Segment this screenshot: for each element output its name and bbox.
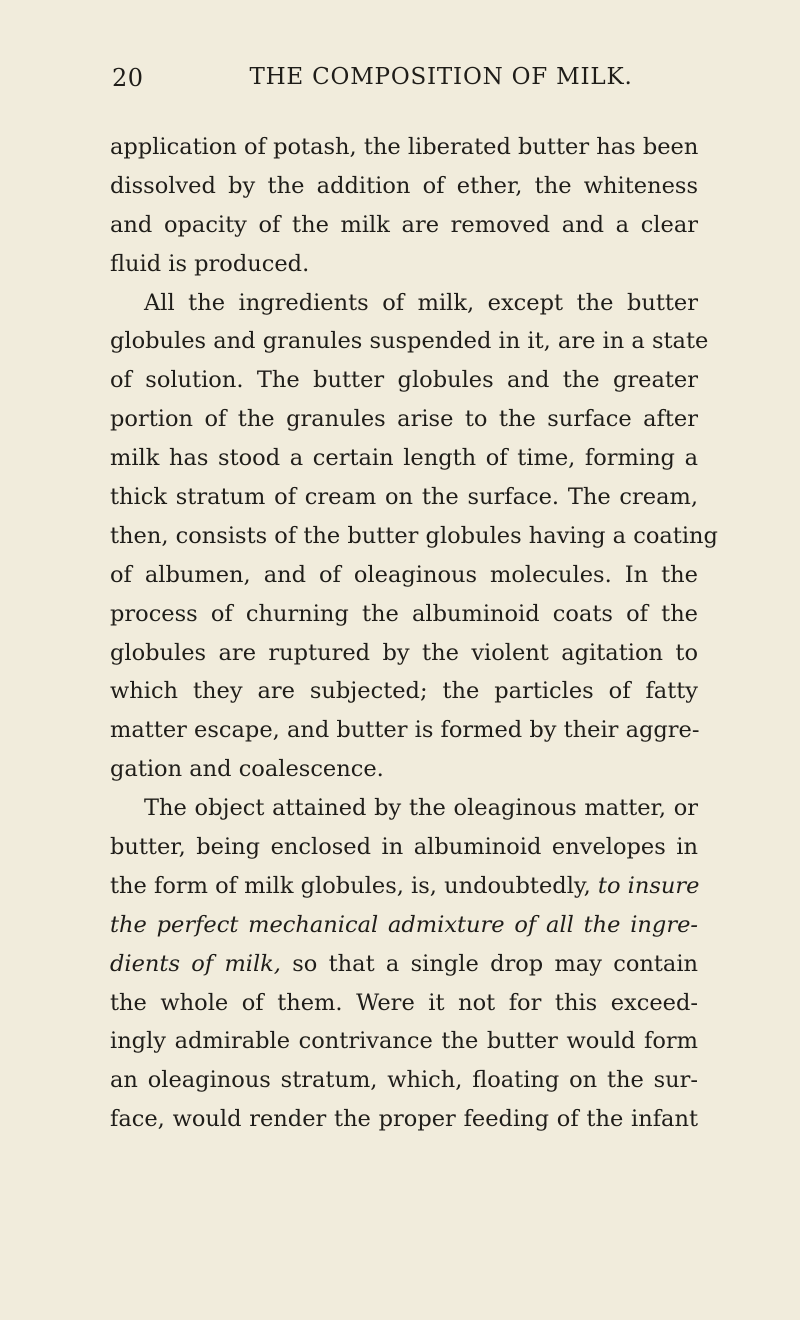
text-line: The object attained by the oleaginous matter, or (144, 795, 698, 822)
text-line: globules and granules suspended in it, are in a state (110, 328, 709, 355)
text-line: face, would render the proper feeding of the infant (110, 1106, 698, 1133)
text-line: thick stratum of cream on the surface. The cream, (110, 484, 698, 511)
text-line-roman: so that a single drop may contain (280, 950, 699, 977)
text-line: ingly admirable contrivance the butter would form (110, 1028, 698, 1055)
text-line: milk has stood a certain length of time, forming a (110, 445, 698, 472)
text-line-italic: the perfect mechanical admixture of all the ingre- (110, 911, 698, 938)
text-line: which they are subjected; the particles of fatty (110, 678, 698, 705)
running-title: THE COMPOSITION OF MILK. (249, 64, 633, 90)
text-line (110, 945, 698, 984)
text-line: matter escape, and butter is formed by their aggre- (110, 717, 700, 744)
page-header (112, 64, 700, 96)
text-line: fluid is produced. (110, 250, 310, 277)
text-line: portion of the granules arise to the surface after (110, 406, 698, 433)
text-line: then, consists of the butter globules having a coating (110, 522, 718, 549)
text-line-italic: to insure (597, 872, 700, 899)
text-line (110, 867, 698, 906)
text-line: application of potash, the liberated butter has been (110, 134, 699, 160)
text-line: and opacity of the milk are removed and a clear (110, 211, 698, 238)
text-line: process of churning the albuminoid coats of the (110, 600, 698, 627)
text-line: an oleaginous stratum, which, floating on the sur- (110, 1067, 698, 1094)
text-line-roman: the form of milk globules, is, undoubtedly, (110, 872, 598, 899)
text-line: of solution. The butter globules and the greater (110, 367, 698, 394)
text-line: of albumen, and of oleaginous molecules. In the (110, 561, 698, 588)
text-line: gation and coalescence. (110, 756, 384, 783)
body-text (110, 128, 718, 1139)
text-line: butter, being enclosed in albuminoid envelopes in (110, 834, 698, 861)
text-line (110, 906, 698, 945)
text-line: All the ingredients of milk, except the butter (144, 289, 698, 316)
page-number: 20 (112, 64, 144, 92)
text-line-italic: dients of milk, (110, 950, 281, 977)
text-line: globules are ruptured by the violent agitation to (110, 639, 698, 666)
text-line: the whole of them. Were it not for this exceed- (110, 989, 698, 1016)
text-line: dissolved by the addition of ether, the whiteness (110, 172, 698, 199)
